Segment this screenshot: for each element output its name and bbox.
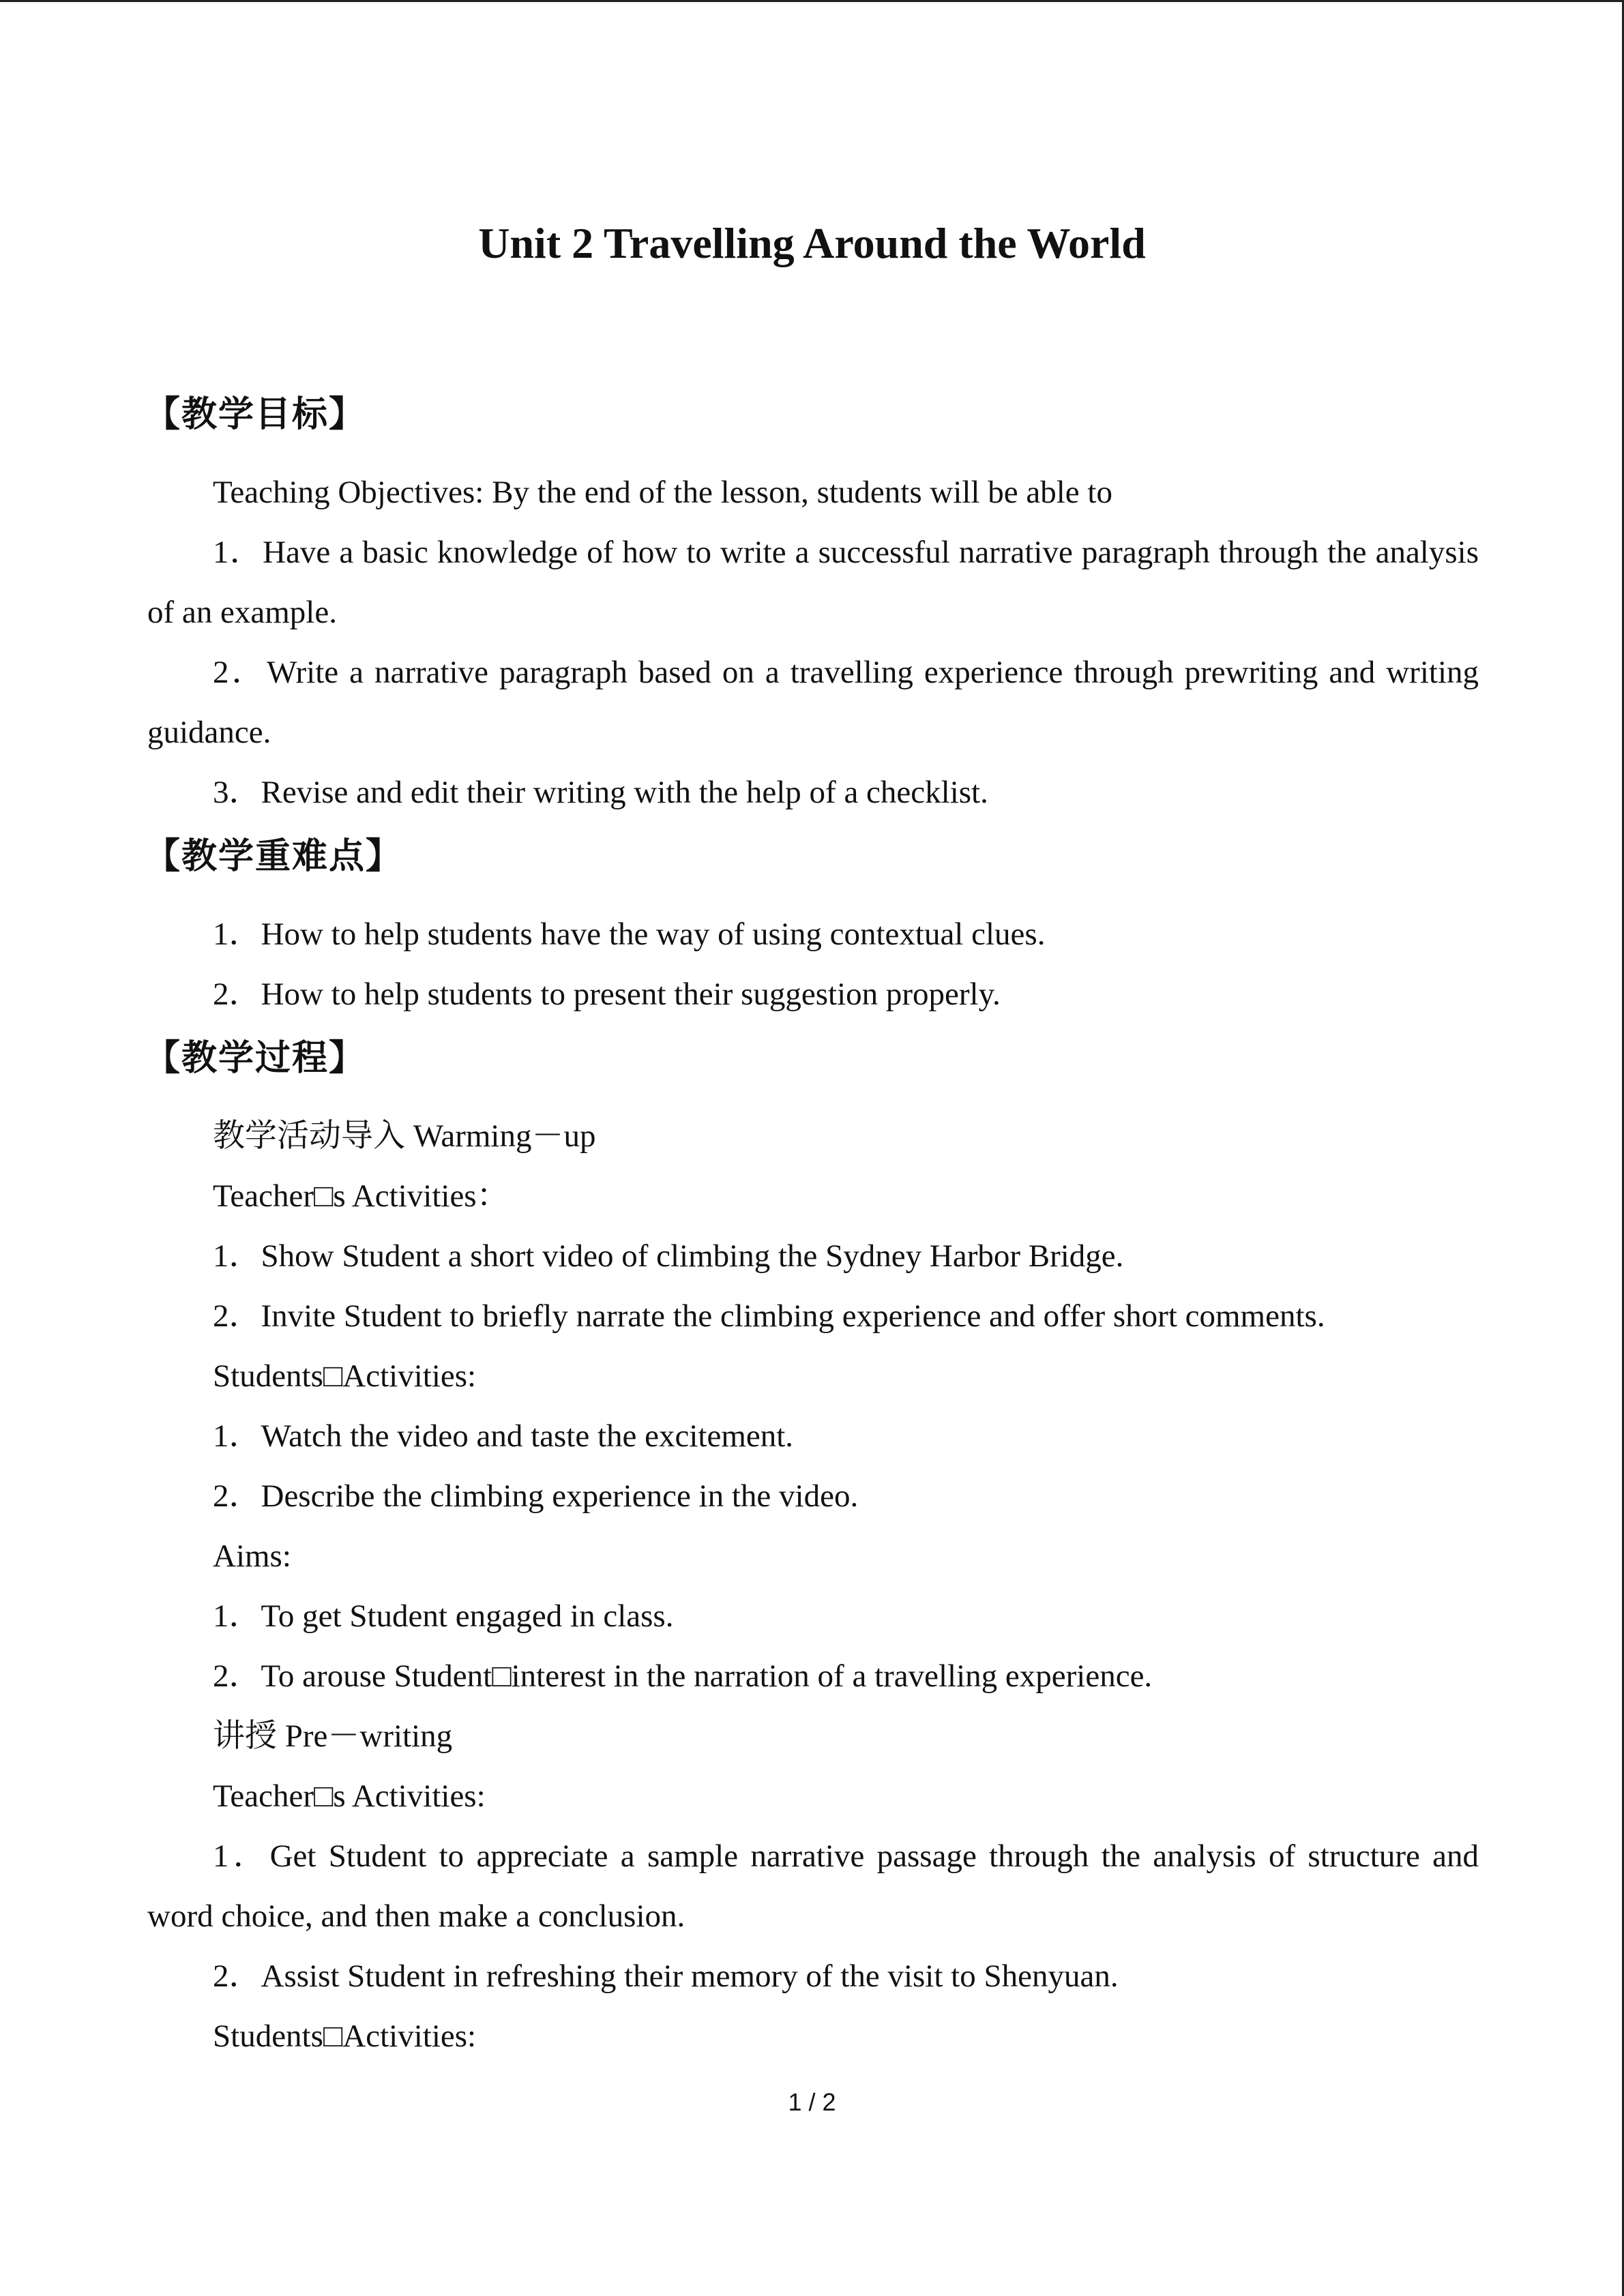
- section-procedure: [147, 1024, 1479, 2066]
- paragraph: 2．Assist Student in refreshing their memory of the visit to Shenyuan.: [213, 1958, 1119, 1994]
- paragraph: 1．To get Student engaged in class.: [213, 1598, 674, 1634]
- paragraph: 1．Get Student to appreciate a sample narrative passage through the analysis of structure and word choice, and then make a conclusion.: [147, 1838, 1479, 1934]
- document-title: Unit 2 Travelling Around the World: [478, 219, 1146, 267]
- paragraph: 教学活动导入 Warming－up: [213, 1118, 596, 1154]
- paragraph: 2．To arouse Student□interest in the narration of a travelling experience.: [213, 1658, 1153, 1694]
- paragraph: 2．Describe the climbing experience in the video.: [213, 1478, 859, 1514]
- paragraph: Teacher□s Activities：: [213, 1178, 509, 1214]
- paragraph: Students□Activities:: [213, 1358, 477, 1394]
- paragraph: 1．Show Student a short video of climbing the Sydney Harbor Bridge.: [213, 1238, 1124, 1274]
- section-key-points: [147, 822, 1479, 1024]
- paragraph: 2．How to help students to present their suggestion properly.: [213, 976, 1001, 1012]
- section-objectives: [147, 381, 1479, 822]
- paragraph: Students□Activities:: [213, 2018, 477, 2054]
- paragraph: 2．Invite Student to briefly narrate the climbing experience and offer short comments.: [213, 1298, 1325, 1334]
- paragraph: Teaching Objectives: By the end of the lesson, students will be able to: [213, 475, 1112, 510]
- paragraph: Teacher□s Activities:: [213, 1778, 486, 1814]
- page-number: 1 / 2: [788, 2088, 836, 2116]
- paragraph: 讲授 Pre－writing: [213, 1718, 453, 1754]
- section-heading: 【教学过程】: [145, 1038, 366, 1079]
- section-heading: 【教学重难点】: [145, 836, 403, 877]
- paragraph: 1．Have a basic knowledge of how to write a successful narrative paragraph through the analysis of an example.: [147, 535, 1479, 630]
- paragraph: 3．Revise and edit their writing with the help of a checklist.: [213, 775, 988, 810]
- paragraph: 2．Write a narrative paragraph based on a travelling experience through prewriting and writing guidance.: [147, 655, 1479, 750]
- paragraph: Aims:: [213, 1538, 291, 1574]
- section-heading: 【教学目标】: [145, 394, 366, 435]
- paragraph: 1．How to help students have the way of using contextual clues.: [213, 916, 1046, 952]
- document-body: [147, 381, 1479, 2066]
- paragraph: 1．Watch the video and taste the excitement.: [213, 1418, 794, 1454]
